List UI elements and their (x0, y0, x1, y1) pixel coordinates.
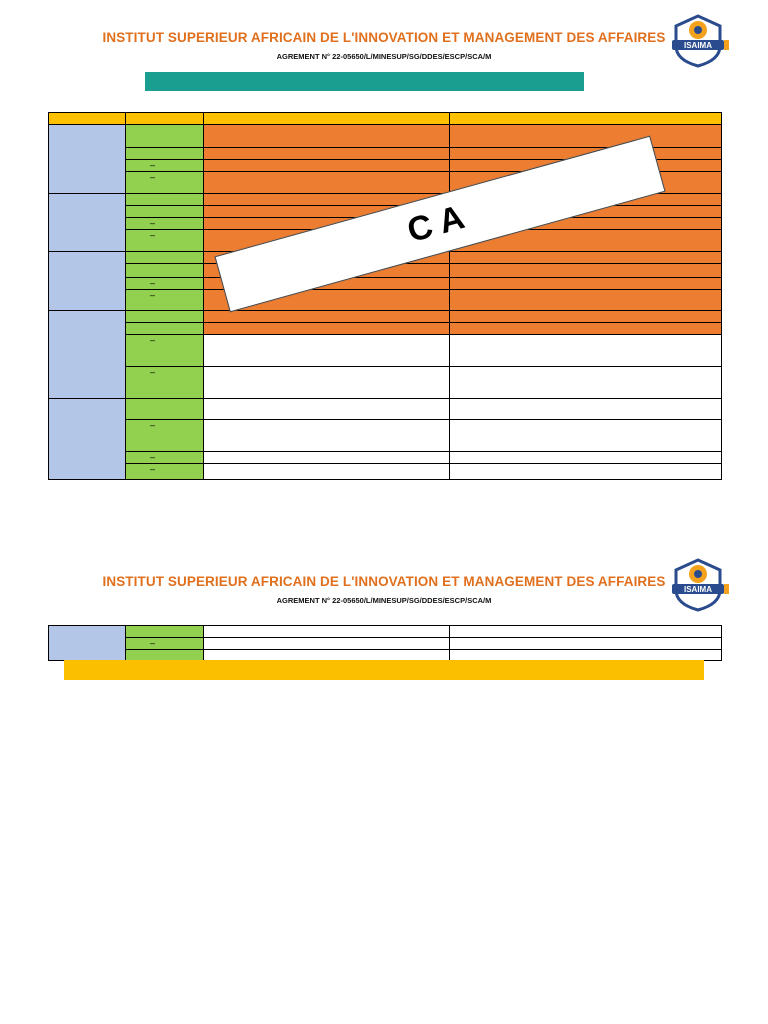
module-cell (125, 124, 204, 148)
logo-text: ISAIMA (684, 41, 712, 50)
module-cell (125, 398, 204, 420)
table-cell (449, 419, 722, 452)
module-cell (125, 419, 204, 452)
agrement-number-page-2: AGREMENT N° 22-05650/L/MINESUP/SG/DDES/ESCP/SCA/M (276, 596, 492, 605)
table-cell (449, 263, 722, 278)
dash-mark: – (150, 160, 156, 170)
table-cell (203, 463, 450, 480)
dash-mark: – (150, 172, 156, 182)
module-cell (125, 463, 204, 480)
module-cell (125, 289, 204, 311)
group-cell (48, 251, 126, 311)
footer-banner (64, 660, 704, 680)
institution-title-page-2: INSTITUT SUPERIEUR AFRICAIN DE L'INNOVATION ET MANAGEMENT DES AFFAIRES (102, 574, 666, 589)
isaima-logo-icon (666, 12, 730, 68)
dash-mark: – (150, 290, 156, 300)
group-cell (48, 398, 126, 480)
isaima-logo-icon-page-2 (666, 556, 730, 612)
table-cell (203, 419, 450, 452)
dash-mark: – (150, 452, 156, 462)
agrement-number: AGREMENT N° 22-05650/L/MINESUP/SG/DDES/ESCP/SCA/M (276, 52, 492, 61)
table-cell (449, 289, 722, 311)
group-cell (48, 310, 126, 399)
table-cell (449, 463, 722, 480)
table-cell (449, 398, 722, 420)
dash-mark: – (150, 230, 156, 240)
table-cell (203, 398, 450, 420)
group-cell (48, 625, 126, 661)
module-cell (125, 229, 204, 252)
group-cell (48, 124, 126, 194)
dash-mark: – (150, 464, 156, 474)
module-cell (125, 171, 204, 194)
institution-title: INSTITUT SUPERIEUR AFRICAIN DE L'INNOVATION ET MANAGEMENT DES AFFAIRES (102, 30, 666, 45)
dash-mark: – (150, 218, 156, 228)
dash-mark: – (150, 278, 156, 288)
module-cell (125, 334, 204, 367)
dash-mark: – (150, 420, 156, 430)
table-cell (449, 124, 722, 148)
dash-mark: – (150, 367, 156, 377)
table-cell (203, 171, 450, 194)
group-cell (48, 193, 126, 252)
module-cell (125, 263, 204, 278)
table-cell (203, 334, 450, 367)
table-cell (203, 124, 450, 148)
stamp-text: CA (403, 196, 477, 251)
module-cell (125, 366, 204, 399)
table-cell (449, 366, 722, 399)
section-banner (145, 72, 584, 91)
table-cell (203, 366, 450, 399)
dash-mark: – (150, 638, 156, 648)
table-cell (449, 334, 722, 367)
logo-text-page-2: ISAIMA (684, 585, 712, 594)
dash-mark: – (150, 335, 156, 345)
